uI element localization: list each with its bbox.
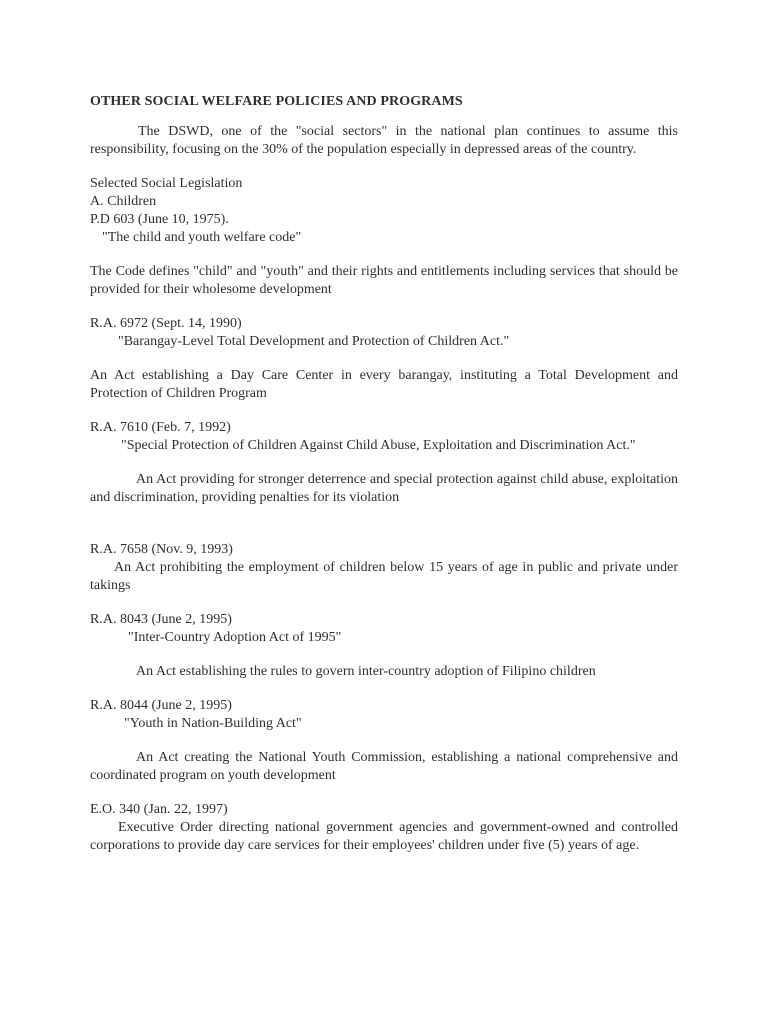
spacer xyxy=(90,299,678,315)
entry-description: An Act creating the National Youth Commission, establishing a national comprehensive and coordinated program on youth development xyxy=(90,750,678,783)
entry-reference: R.A. 8044 (June 2, 1995) xyxy=(90,698,232,713)
entry-title: "Barangay-Level Total Development and Protection of Children Act." xyxy=(118,334,510,349)
spacer xyxy=(90,455,678,471)
entry-reference: P.D 603 (June 10, 1975). xyxy=(90,212,229,227)
document-page xyxy=(90,93,678,855)
entry-description: The Code defines "child" and "youth" and their rights and entitlements including services that should be provided for their wholesome development xyxy=(90,264,678,297)
subsection-heading: A. Children xyxy=(90,194,157,209)
entry-title: "Special Protection of Children Against Child Abuse, Exploitation and Discrimination Act." xyxy=(121,438,636,453)
document-title: OTHER SOCIAL WELFARE POLICIES AND PROGRAMS xyxy=(90,94,463,109)
entry-reference: R.A. 7658 (Nov. 9, 1993) xyxy=(90,542,233,557)
entry-description: An Act providing for stronger deterrence and special protection against child abuse, exploitation and discrimination, providing penalties for its violation xyxy=(90,472,678,505)
spacer xyxy=(90,733,678,749)
spacer xyxy=(90,403,678,419)
spacer xyxy=(90,247,678,263)
spacer xyxy=(90,351,678,367)
section-heading: Selected Social Legislation xyxy=(90,176,243,191)
entry-reference: R.A. 6972 (Sept. 14, 1990) xyxy=(90,316,242,331)
entry-reference: R.A. 8043 (June 2, 1995) xyxy=(90,612,232,627)
intro-paragraph: The DSWD, one of the "social sectors" in the national plan continues to assume this responsibility, focusing on the 30% of the population especially in depressed areas of the country. xyxy=(90,124,678,157)
entry-reference: E.O. 340 (Jan. 22, 1997) xyxy=(90,802,228,817)
spacer xyxy=(90,507,678,541)
entry-title: "Inter-Country Adoption Act of 1995" xyxy=(128,630,342,645)
spacer xyxy=(90,159,678,175)
entry-description: An Act establishing a Day Care Center in every barangay, instituting a Total Development and Protection of Children Program xyxy=(90,368,678,401)
entry-title: "The child and youth welfare code" xyxy=(102,230,302,245)
entry-description: Executive Order directing national government agencies and government-owned and controlled corporations to provide day care services for their employees' children under five (5) years of age. xyxy=(90,820,678,853)
entry-description: An Act establishing the rules to govern inter-country adoption of Filipino children xyxy=(136,664,596,679)
spacer xyxy=(90,785,678,801)
entry-reference: R.A. 7610 (Feb. 7, 1992) xyxy=(90,420,231,435)
spacer xyxy=(90,647,678,663)
entry-description: An Act prohibiting the employment of children below 15 years of age in public and private under takings xyxy=(90,560,678,593)
entry-title: "Youth in Nation-Building Act" xyxy=(124,716,302,731)
spacer xyxy=(90,595,678,611)
spacer xyxy=(90,681,678,697)
